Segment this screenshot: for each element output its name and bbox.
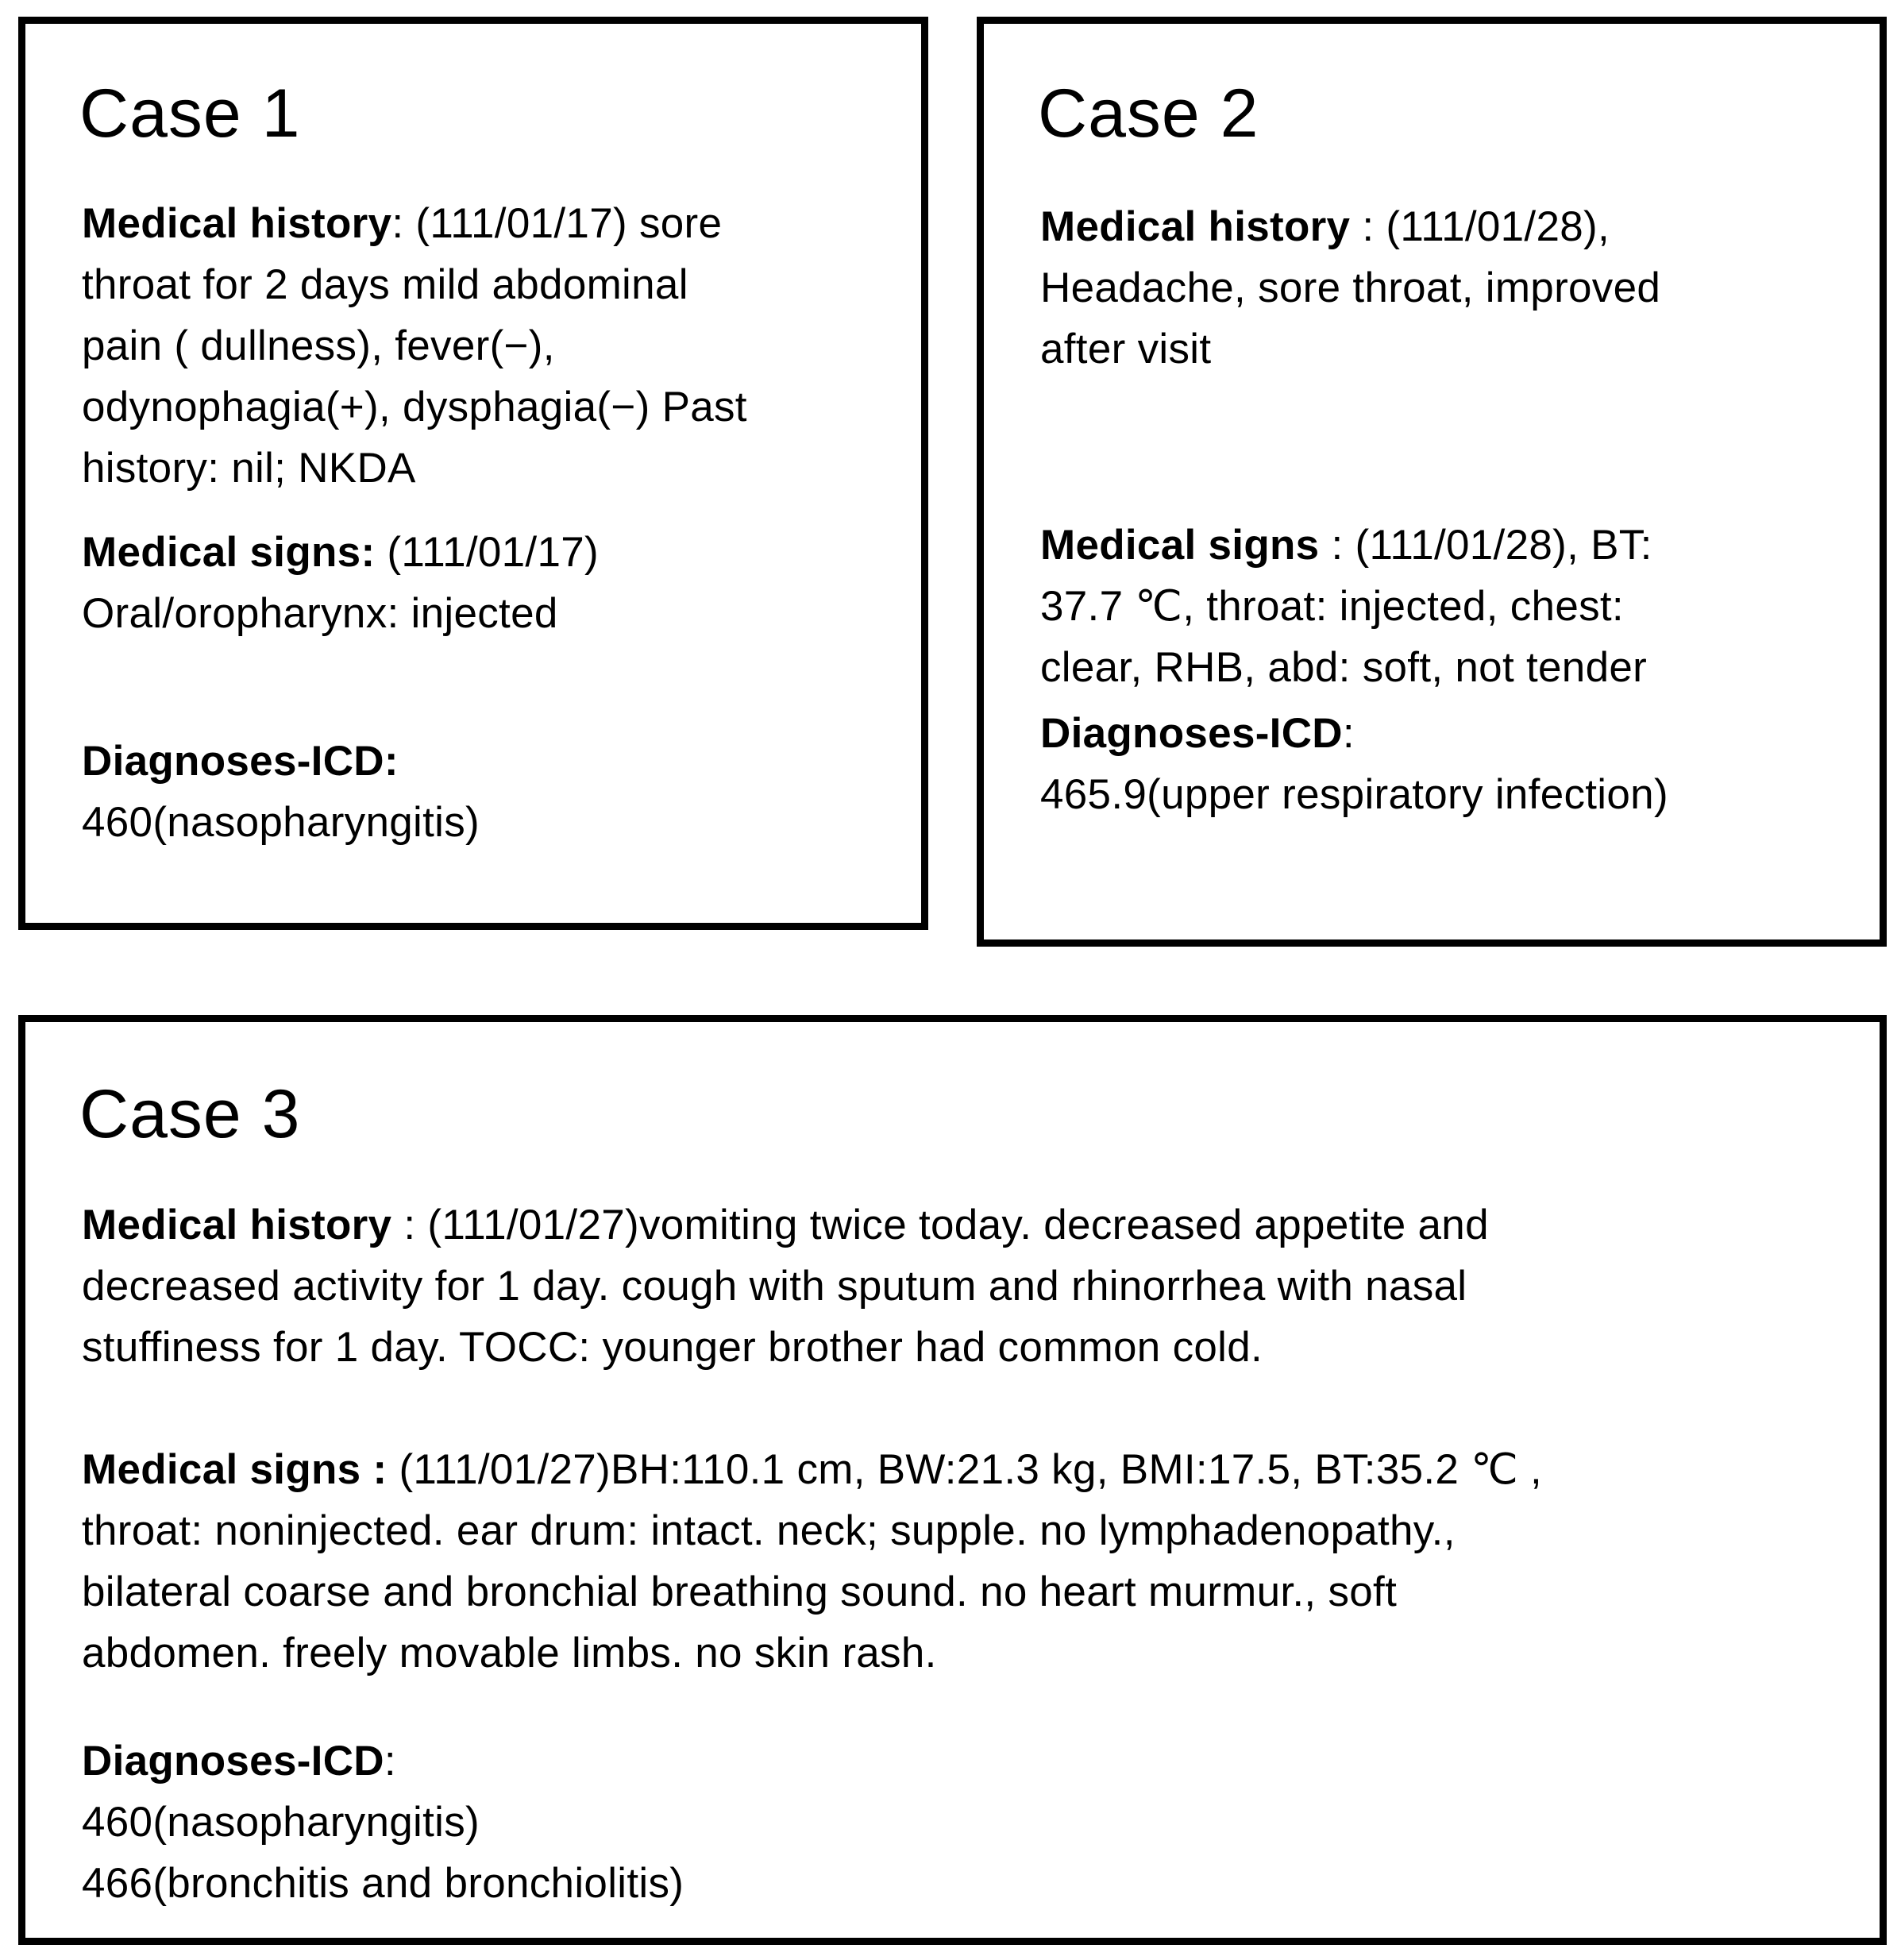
- case-2-medical-signs: [1040, 515, 1866, 698]
- diagnoses-label: Diagnoses-ICD: [1040, 710, 1343, 757]
- case-1-history-line-5: history: nil; NKDA: [82, 445, 416, 492]
- case-2-signs-line-1: [1040, 515, 1866, 576]
- case-2-signs-line-2: 37.7 ℃, throat: injected, chest:: [1040, 583, 1624, 630]
- case-2-history-line-1: [1040, 196, 1866, 257]
- label-separator: :: [391, 200, 404, 247]
- label-separator: :: [1319, 522, 1344, 569]
- case-1-history-line-4: odynophagia(+), dysphagia(−) Past: [82, 384, 747, 430]
- case-1-history-line-2: throat for 2 days mild abdominal: [82, 261, 688, 308]
- case-3-diagnosis-2: 466(bronchitis and bronchiolitis): [82, 1860, 684, 1907]
- medical-signs-label: Medical signs: [1040, 522, 1320, 569]
- case-3-diagnoses-heading: [82, 1730, 1861, 1792]
- case-3-history-line-3: stuffiness for 1 day. TOCC: younger brother had common cold.: [82, 1324, 1263, 1371]
- case-3-signs-line-2: throat: noninjected. ear drum: intact. neck; supple. no lymphadenopathy.,: [82, 1507, 1456, 1554]
- signs-text: (111/01/27)BH:110.1 cm, BW:21.3 kg, BMI:17.5, BT:35.2 ℃ ,: [387, 1446, 1543, 1493]
- case-1-medical-signs: [82, 522, 908, 644]
- history-text: (111/01/17) sore: [403, 200, 723, 247]
- history-text: (111/01/27)vomiting twice today. decreased appetite and: [415, 1202, 1489, 1248]
- label-separator: :: [384, 1738, 396, 1784]
- case-3-history-line-2: decreased activity for 1 day. cough with sputum and rhinorrhea with nasal: [82, 1263, 1467, 1310]
- case-2-history-line-2: Headache, sore throat, improved: [1040, 264, 1661, 311]
- case-2-title: Case 2: [1038, 75, 1259, 152]
- case-2-signs-line-3: clear, RHB, abd: soft, not tender: [1040, 644, 1648, 691]
- diagnoses-label: Diagnoses-ICD: [82, 1738, 384, 1784]
- case-3-diagnoses: [82, 1730, 1861, 1914]
- case-2-medical-history: [1040, 196, 1866, 380]
- case-1-title: Case 1: [79, 75, 301, 152]
- diagnoses-label: Diagnoses-ICD:: [82, 738, 399, 785]
- case-1-signs-line-1: [82, 522, 908, 583]
- signs-text: (111/01/28), BT:: [1343, 522, 1652, 569]
- case-2-diagnoses: [1040, 703, 1866, 825]
- case-3-signs-line-4: abdomen. freely movable limbs. no skin rash.: [82, 1630, 937, 1676]
- medical-history-label: Medical history: [82, 200, 392, 247]
- case-3-diagnosis-1: 460(nasopharyngitis): [82, 1799, 480, 1846]
- case-1-diagnoses: [82, 731, 908, 853]
- medical-signs-label: Medical signs :: [82, 1446, 388, 1493]
- case-1-signs-line-2: Oral/oropharynx: injected: [82, 590, 558, 637]
- case-1-diagnoses-heading: [82, 731, 908, 792]
- case-2-history-line-3: after visit: [1040, 326, 1212, 372]
- medical-history-label: Medical history: [1040, 203, 1351, 250]
- case-3-title: Case 3: [79, 1076, 301, 1152]
- case-1-medical-history: [82, 193, 908, 499]
- case-3-medical-history: [82, 1194, 1861, 1378]
- medical-signs-label: Medical signs:: [82, 529, 376, 576]
- case-1-history-line-1: [82, 193, 908, 254]
- label-separator: :: [1350, 203, 1375, 250]
- case-3-medical-signs: [82, 1439, 1861, 1684]
- case-3-signs-line-1: [82, 1439, 1861, 1500]
- label-separator: :: [391, 1202, 416, 1248]
- case-2-diagnoses-heading: [1040, 703, 1866, 764]
- case-1-history-line-3: pain ( dullness), fever(−),: [82, 322, 555, 369]
- medical-history-label: Medical history: [82, 1202, 392, 1248]
- history-text: (111/01/28),: [1374, 203, 1610, 250]
- case-3-signs-line-3: bilateral coarse and bronchial breathing sound. no heart murmur., soft: [82, 1568, 1398, 1615]
- case-3-history-line-1: [82, 1194, 1861, 1256]
- label-separator: :: [1342, 710, 1355, 757]
- case-1-diagnosis-1: 460(nasopharyngitis): [82, 799, 480, 846]
- case-2-diagnosis-1: 465.9(upper respiratory infection): [1040, 771, 1668, 818]
- signs-text: (111/01/17): [375, 529, 599, 576]
